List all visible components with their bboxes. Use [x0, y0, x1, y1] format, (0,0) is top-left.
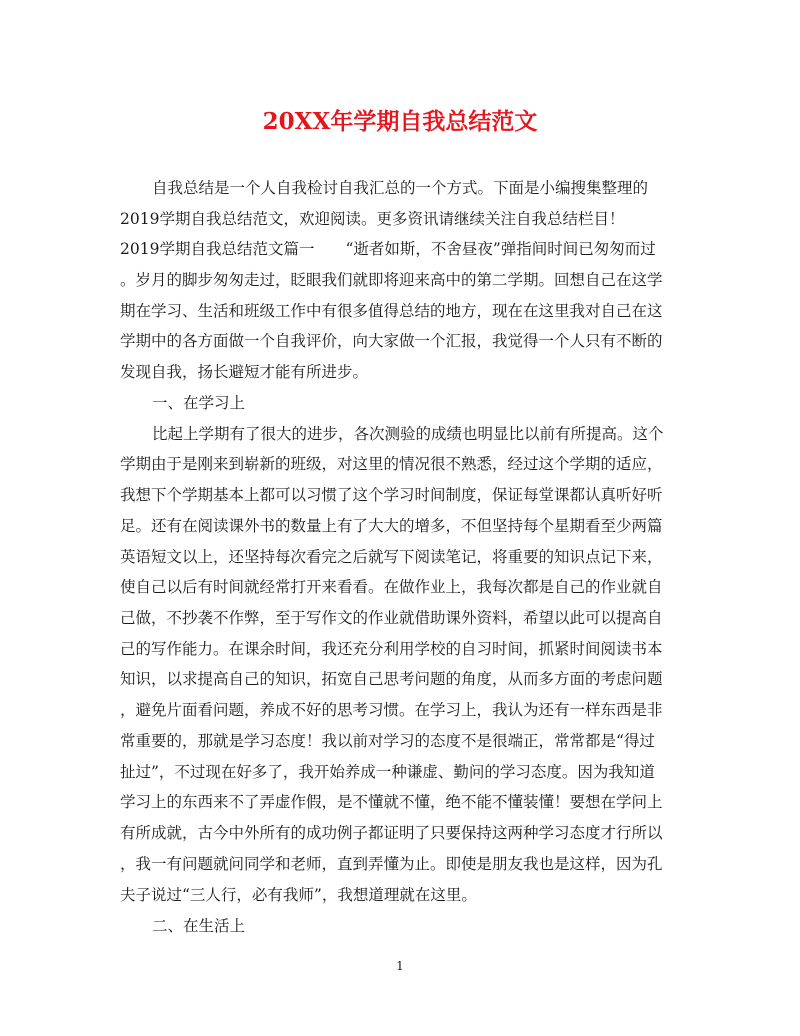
paragraph-line: 使自己以后有时间就经常打开来看看。在做作业上，我每次都是自己的作业就自 [120, 578, 663, 596]
paragraph-line: 英语短文以上，还坚持每次看完之后就写下阅读笔记，将重要的知识点记下来， [120, 548, 663, 566]
paragraph-line: 知识，以求提高自己的知识，拓宽自己思考问题的角度，从而多方面的考虑问题 [120, 670, 663, 688]
paragraph-line: 学期中的各方面做一个自我评价，向大家做一个汇报，我觉得一个人只有不断的 [120, 332, 663, 350]
paragraph-line: 足。还有在阅读课外书的数量上有了大大的增多，不但坚持每个星期看至少两篇 [120, 517, 663, 535]
paragraph-line: 我想下个学期基本上都可以习惯了这个学习时间制度，保证每堂课都认真听好听 [120, 486, 663, 504]
paragraph-line: 。岁月的脚步匆匆走过，眨眼我们就即将迎来高中的第二学期。回想自己在这学 [120, 271, 663, 289]
paragraph-line: 2019学期自我总结范文篇一 “逝者如斯，不舍昼夜”弹指间时间已匆匆而过 [120, 240, 656, 258]
paragraph-line: 己的写作能力。在课余时间，我还充分利用学校的自习时间，抓紧时间阅读书本 [120, 640, 663, 658]
paragraph-line: 比起上学期有了很大的进步，各次测验的成绩也明显比以前有所提高。这个 [152, 425, 664, 443]
paragraph-line: 己做，不抄袭不作弊，至于写作文的作业就借助课外资料，希望以此可以提高自 [120, 609, 663, 627]
paragraph-line: 有所成就，古今中外所有的成功例子都证明了只要保持这两种学习态度才行所以 [120, 824, 663, 842]
section-heading: 二、在生活上 [152, 917, 246, 935]
paragraph-line: 扯过”，不过现在好多了，我开始养成一种谦虚、勤问的学习态度。因为我知道 [120, 763, 655, 781]
document-title: 20XX年学期自我总结范文 [262, 108, 538, 135]
section-heading: 一、在学习上 [152, 394, 246, 412]
paragraph-line: 发现自我，扬长避短才能有所进步。 [120, 363, 369, 381]
paragraph-line: 常重要的，那就是学习态度！我以前对学习的态度不是很端正，常常都是“得过 [120, 732, 655, 750]
paragraph-line: 期在学习、生活和班级工作中有很多值得总结的地方，现在在这里我对自己在这 [120, 302, 663, 320]
paragraph-line: 学期由于是刚来到崭新的班级，对这里的情况很不熟悉，经过这个学期的适应， [120, 455, 663, 473]
paragraph-line: 自我总结是一个人自我检讨自我汇总的一个方式。下面是小编搜集整理的 [152, 179, 649, 197]
paragraph-line: 学习上的东西来不了弄虚作假，是不懂就不懂，绝不能不懂装懂！要想在学问上 [120, 793, 663, 811]
paragraph-line: ，我一有问题就问同学和老师，直到弄懂为止。即使是朋友我也是这样，因为孔 [120, 855, 663, 873]
paragraph-line: ，避免片面看问题，养成不好的思考习惯。在学习上，我认为还有一样东西是非 [120, 701, 663, 719]
paragraph-line: 2019学期自我总结范文，欢迎阅读。更多资讯请继续关注自我总结栏目！ [120, 210, 625, 228]
page-number: 1 [396, 959, 404, 973]
paragraph-line: 夫子说过“三人行，必有我师”，我想道理就在这里。 [120, 886, 477, 904]
